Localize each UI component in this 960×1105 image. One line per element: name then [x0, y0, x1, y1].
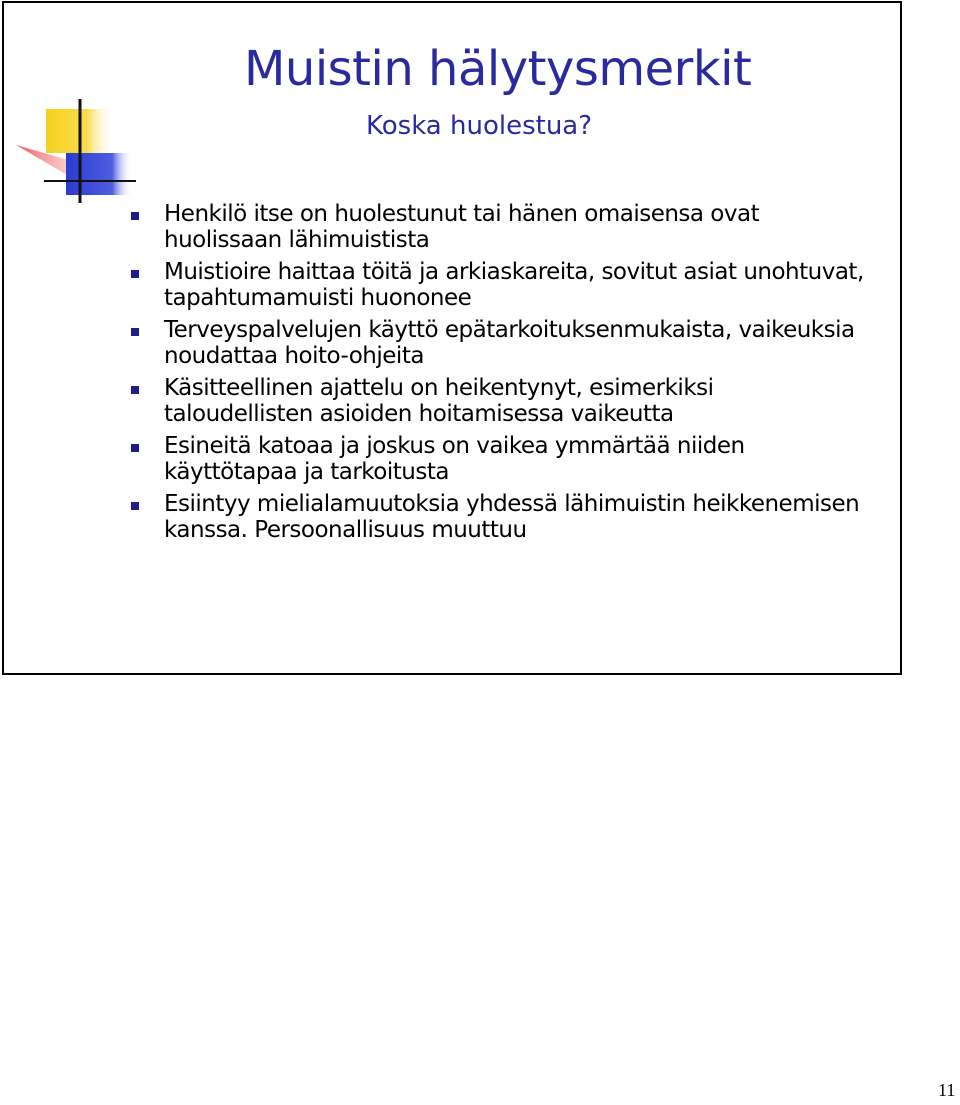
bullet-text: Terveyspalvelujen käyttö epätarkoituksenmukaista, vaikeuksia noudattaa hoito-ohjeita — [164, 317, 855, 369]
slide — [2, 1, 902, 675]
bullet-text: Henkilö itse on huolestunut tai hänen omaisensa ovat huolissaan lähimuistista — [164, 201, 760, 253]
square-bullet-icon — [131, 502, 139, 510]
bullet-item — [128, 317, 868, 369]
bullet-text: Muistioire haittaa töitä ja arkiaskareita, sovitut asiat unohtuvat, tapahtumamuisti huononee — [164, 259, 864, 311]
bullet-text: Esiintyy mielialamuutoksia yhdessä lähimuistin heikkenemisen kanssa. Persoonallisuus muuttuu — [164, 491, 860, 543]
square-bullet-icon — [131, 212, 139, 220]
slide-subtitle: Koska huolestua? — [366, 111, 593, 141]
square-bullet-icon — [131, 444, 139, 452]
square-bullet-icon — [131, 386, 139, 394]
bullet-item — [128, 433, 868, 485]
bullet-item — [128, 201, 868, 253]
bullet-text: Käsitteellinen ajattelu on heikentynyt, esimerkiksi taloudellisten asioiden hoitamisessa vaikeutta — [164, 375, 714, 427]
square-bullet-icon — [131, 270, 139, 278]
bullet-item — [128, 491, 868, 543]
square-bullet-icon — [131, 328, 139, 336]
slide-title: Muistin hälytysmerkit — [244, 41, 752, 97]
bullet-item — [128, 375, 868, 427]
bullet-list — [128, 201, 868, 549]
bullet-text: Esineitä katoaa ja joskus on vaikea ymmärtää niiden käyttötapaa ja tarkoitusta — [164, 433, 745, 485]
bullet-item — [128, 259, 868, 311]
page-number: 11 — [938, 1080, 956, 1100]
slide-decoration-graphic — [4, 3, 144, 213]
